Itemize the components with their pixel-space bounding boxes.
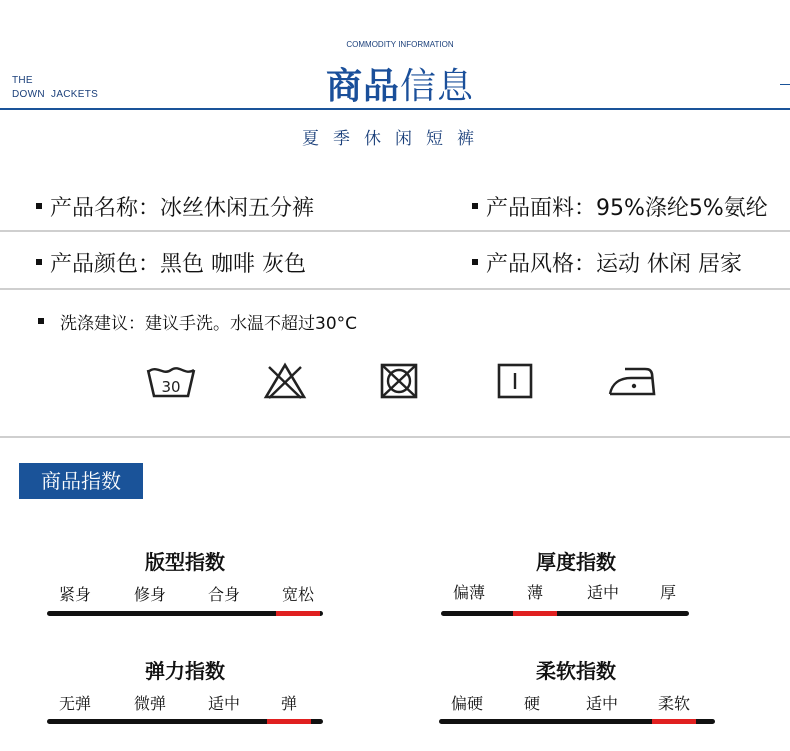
index-selected-marker bbox=[652, 719, 696, 724]
index-scale-bar bbox=[441, 611, 689, 616]
spec-name bbox=[36, 191, 314, 222]
index-level-label: 柔软 bbox=[657, 694, 690, 713]
index-scale-bar bbox=[47, 719, 323, 724]
bullet bbox=[36, 203, 42, 209]
low-iron-icon bbox=[607, 364, 657, 398]
header-accent-line bbox=[780, 84, 790, 85]
index-level-label: 无弹 bbox=[58, 694, 91, 713]
index-section-badge: 商品指数 bbox=[19, 463, 143, 499]
no-tumble-dry-icon bbox=[379, 362, 419, 400]
index-level-label: 紧身 bbox=[58, 585, 91, 604]
index-scale-bar bbox=[47, 611, 323, 616]
index-title: 柔软指数 bbox=[536, 659, 616, 683]
index-title: 厚度指数 bbox=[536, 550, 616, 574]
section-divider bbox=[0, 436, 790, 438]
spec-wash-text: 洗涤建议：建议手洗。水温不超过30°C bbox=[60, 314, 358, 334]
bullet bbox=[472, 259, 478, 265]
index-scale-bar bbox=[439, 719, 715, 724]
index-level-label: 适中 bbox=[586, 583, 619, 602]
page-title bbox=[0, 58, 790, 109]
brand-line-1: THE bbox=[12, 75, 33, 86]
index-title: 版型指数 bbox=[145, 550, 225, 574]
index-level-label: 弹 bbox=[280, 694, 297, 713]
index-level-label: 适中 bbox=[585, 694, 618, 713]
spec-style bbox=[472, 247, 742, 278]
wash-temp-label: 30 bbox=[161, 378, 181, 396]
index-level-label: 微弹 bbox=[133, 694, 166, 713]
index-selected-marker bbox=[267, 719, 311, 724]
index-selected-marker bbox=[513, 611, 557, 616]
header-divider bbox=[0, 108, 790, 110]
line-dry-icon bbox=[496, 362, 534, 400]
index-level-label: 薄 bbox=[526, 583, 543, 602]
spec-color-text: 产品颜色：黑色 咖啡 灰色 bbox=[50, 252, 306, 277]
no-bleach-icon bbox=[263, 362, 307, 400]
bullet bbox=[38, 318, 44, 324]
spec-wash bbox=[38, 309, 357, 334]
spec-fabric bbox=[472, 191, 768, 222]
wash-30-icon bbox=[145, 362, 197, 400]
index-level-label: 硬 bbox=[523, 694, 540, 713]
spec-name-text: 产品名称：冰丝休闲五分裤 bbox=[50, 196, 315, 221]
bullet bbox=[36, 259, 42, 265]
product-subtitle: 夏季休闲短裤 bbox=[302, 129, 488, 149]
eyebrow-text: COMMODITY INFORMATION bbox=[346, 40, 454, 49]
index-level-label: 偏硬 bbox=[450, 694, 483, 713]
index-level-label: 宽松 bbox=[281, 585, 314, 604]
index-level-label: 修身 bbox=[133, 585, 166, 604]
row-divider bbox=[0, 230, 790, 232]
spec-style-text: 产品风格：运动 休闲 居家 bbox=[486, 252, 742, 277]
index-level-label: 合身 bbox=[207, 585, 240, 604]
index-level-label: 偏薄 bbox=[452, 583, 485, 602]
row-divider bbox=[0, 288, 790, 290]
index-level-label: 适中 bbox=[207, 694, 240, 713]
spec-color bbox=[36, 247, 306, 278]
title-rest: 信息 bbox=[400, 66, 475, 107]
brand-line-2: DOWN JACKETS bbox=[12, 89, 99, 100]
spec-fabric-text: 产品面料：95%涤纶5%氨纶 bbox=[486, 196, 768, 221]
bullet bbox=[472, 203, 478, 209]
index-level-label: 厚 bbox=[659, 583, 676, 602]
index-title: 弹力指数 bbox=[145, 659, 225, 683]
index-selected-marker bbox=[276, 611, 320, 616]
title-bold: 商品 bbox=[325, 66, 400, 107]
